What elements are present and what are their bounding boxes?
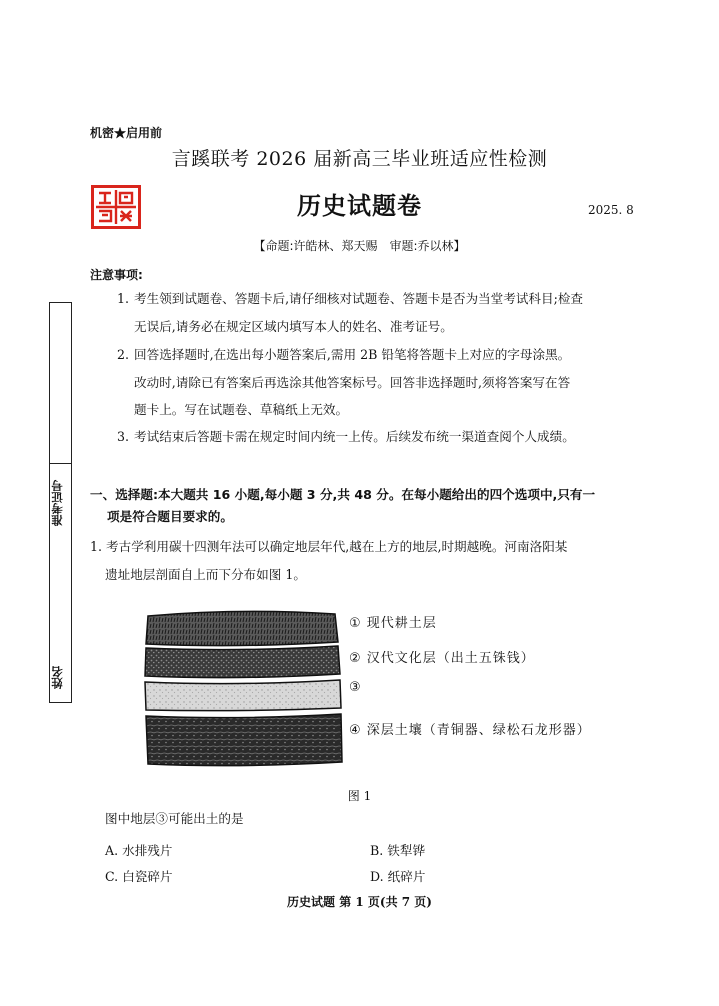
page-footer: 历史试题 第 1 页(共 7 页)	[287, 895, 432, 909]
authors-line: 【命题:许皓林、郑天赐 审题:乔以林】	[253, 239, 466, 253]
subject-title: 历史试题卷	[297, 191, 422, 220]
layer-label-4: ④ 深层土壤（青铜器、绿松石龙形器）	[349, 723, 591, 738]
exam-title: 言蹊联考 2026 届新高三毕业班适应性检测	[171, 148, 548, 170]
confidential-label: 机密★启用前	[90, 126, 163, 140]
question-1-stem-cont: 遗址地层剖面自上而下分布如图 1。	[105, 567, 306, 582]
notice-item-1-cont: 无误后,请务必在规定区域内填写本人的姓名、准考证号。	[134, 319, 453, 334]
box-divider	[49, 463, 72, 464]
notice-text: 考生领到试题卷、答题卡后,请仔细核对试题卷、答题卡是否为当堂考试科目;检查	[134, 291, 584, 306]
notice-num: 1.	[117, 291, 130, 306]
question-1-prompt: 图中地层③可能出土的是	[105, 811, 244, 826]
notice-text: 考试结束后答题卡需在规定时间内统一上传。后续发布统一渠道查阅个人成绩。	[134, 429, 575, 444]
notice-item-2	[117, 344, 633, 366]
option-b: B. 铁犁铧	[370, 843, 426, 858]
option-a: A. 水排残片	[105, 843, 173, 858]
notice-item-2-cont: 改动时,请除已有答案后再选涂其他答案标号。回答非选择题时,须将答案写在答	[134, 375, 571, 390]
notice-item-1	[117, 288, 633, 310]
figure-caption: 图 1	[347, 789, 372, 803]
notice-item-2-cont2: 题卡上。写在试题卷、草稿纸上无效。	[134, 402, 349, 417]
layer-label-1: ① 现代耕土层	[349, 616, 437, 631]
soil-layers-figure	[140, 604, 345, 778]
option-d: D. 纸碎片	[370, 869, 426, 884]
option-c: C. 白瓷碎片	[105, 869, 173, 884]
section-header-line2: 项是符合题目要求的。	[107, 509, 233, 524]
exam-date: 2025. 8	[588, 203, 634, 217]
section-header-line1: 一、选择题:本大题共 16 小题,每小题 3 分,共 48 分。在每小题给出的四个选项中,只有一	[90, 487, 596, 502]
section-header	[90, 484, 630, 528]
notice-text: 回答选择题时,在选出每小题答案后,需用 2B 铅笔将答题卡上对应的字母涂黑。	[134, 347, 571, 362]
layer-label-3: ③	[349, 680, 362, 695]
notice-num: 2.	[117, 347, 130, 362]
admission-number-label: 准考证号	[50, 480, 64, 526]
name-label: 姓名	[50, 666, 64, 690]
notice-item-3	[117, 426, 633, 448]
layer-label-2: ② 汉代文化层（出土五铢钱）	[349, 651, 535, 666]
notice-title: 注意事项:	[90, 268, 143, 282]
notice-num: 3.	[117, 429, 130, 444]
question-1-stem: 1. 考古学利用碳十四测年法可以确定地层年代,越在上方的地层,时期越晚。河南洛阳某	[90, 539, 568, 554]
